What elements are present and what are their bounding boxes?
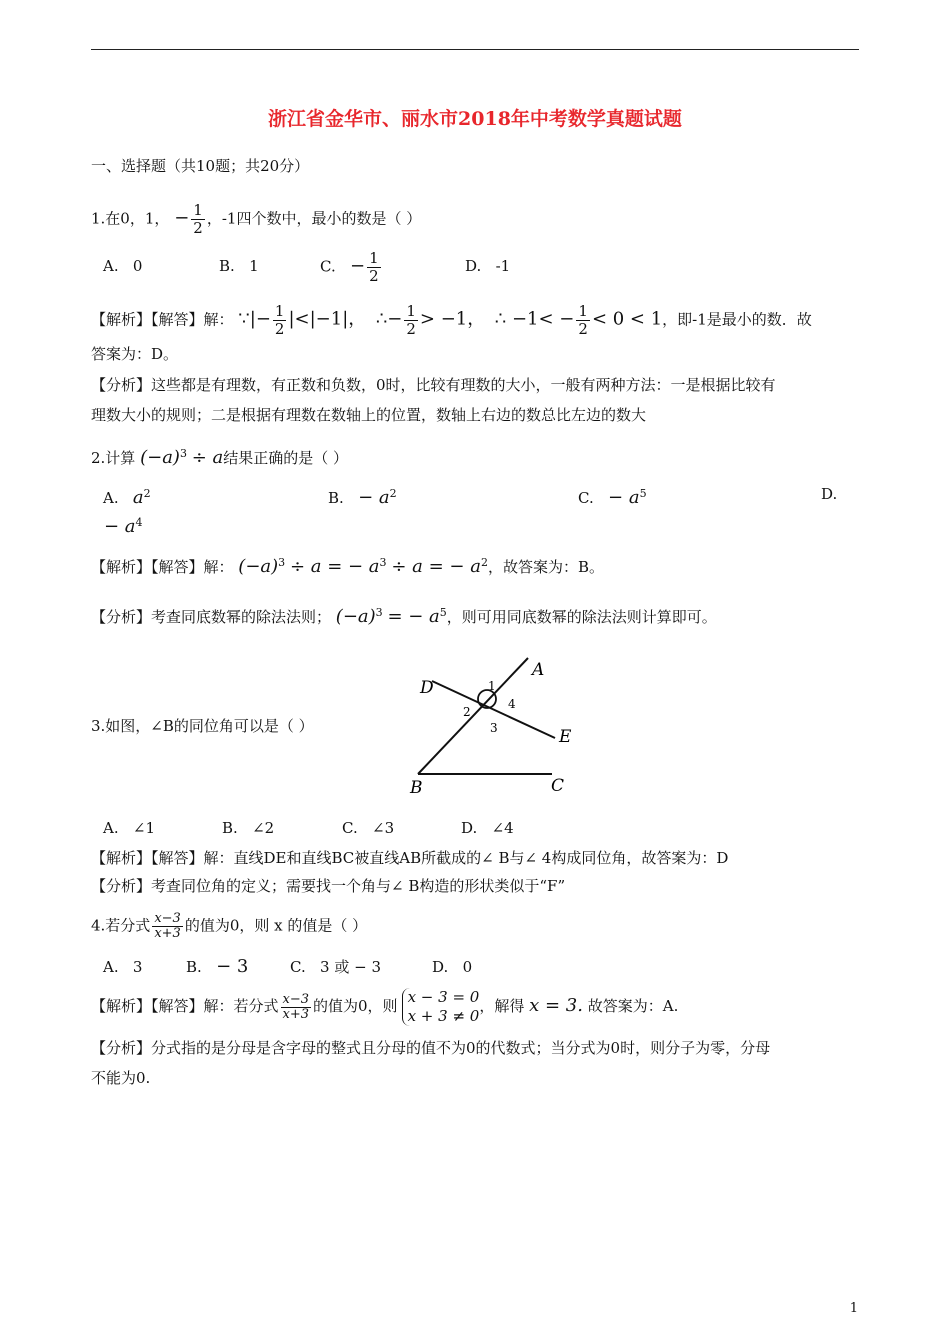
q2-solution-math2: ÷ a = − a — [289, 556, 380, 577]
q1-analysis-line1: 【分析】这些都是有理数，有正数和负数，0时，比较有理数的大小，一般有两种方法：一是根据比较有 — [91, 376, 776, 394]
q1-solution-frac-2-den: 2 — [406, 320, 416, 338]
q4-stem-frac-den: x+3 — [154, 926, 181, 941]
q4-stem-prefix: 4.若分式 — [91, 916, 151, 935]
q2-option-d-value: − a — [104, 516, 136, 537]
q4-option-b-value: − 3 — [216, 956, 249, 977]
q1-solution-frac-1-num: 1 — [274, 302, 285, 320]
q2-stem-prefix: 2.计算 — [91, 449, 136, 467]
q3-option-d-value: ∠4 — [491, 819, 514, 837]
q2-solution-exp: 3 — [278, 556, 286, 569]
q3-option-d-label: D. — [461, 819, 478, 837]
q4-solution-mid: 的值为0，则 — [313, 997, 398, 1015]
line-ab — [418, 658, 528, 774]
q2-stem-math2: ÷ a — [191, 447, 224, 468]
q1-option-c-num: 1 — [369, 249, 379, 267]
q1-solution-math-d: > −1， — [419, 308, 486, 330]
q1-stem-prefix: 1.在0，1， — [91, 209, 170, 228]
q2-option-a[interactable] — [103, 484, 151, 508]
q4-option-d[interactable] — [432, 957, 472, 977]
q4-option-d-label: D. — [432, 958, 449, 976]
q4-system-line2: x + 3 ≠ 0 — [407, 1007, 480, 1025]
q3-option-b-value: ∠2 — [252, 819, 275, 837]
q2-option-a-exp: 2 — [143, 487, 151, 500]
question-4-stem — [91, 912, 367, 941]
q3-solution: 【解析】【解答】解：直线DE和直线BC被直线AB所截成的∠ B与∠ 4构成同位角，故答案为：D — [91, 849, 729, 867]
q4-option-c-value: 3 或 − 3 — [320, 958, 381, 976]
q1-solution-frac-3 — [576, 303, 590, 338]
q2-analysis-math: (−a) — [335, 606, 376, 627]
q1-analysis-line2: 理数大小的规则；二是根据有理数在数轴上的位置，数轴上右边的数总比左边的数大 — [91, 406, 647, 424]
q1-solution-tail: ，即-1是最小的数．故 — [662, 310, 812, 329]
q1-solution-math-b: |<|−1|， — [288, 308, 367, 330]
q2-solution-math: (−a) — [238, 556, 279, 577]
q2-option-c-value: − a — [608, 487, 640, 508]
label-c: C — [551, 776, 565, 796]
label-b: B — [410, 778, 423, 798]
q1-option-d[interactable] — [465, 256, 510, 276]
q4-analysis-line1: 【分析】分式指的是分母是含字母的整式且分母的值不为0的代数式；当分式为0时，则分子为零，分母 — [91, 1039, 771, 1057]
q1-option-c-den: 2 — [369, 267, 379, 285]
q2-option-c-exp: 5 — [639, 487, 647, 500]
question-3-stem: 3.如图，∠B的同位角可以是（ ） — [91, 717, 314, 735]
q1-solution-frac-3-den: 2 — [578, 320, 588, 338]
q2-option-c[interactable] — [578, 484, 647, 508]
q1-stem-fraction — [191, 202, 205, 237]
document-title: 浙江省金华市、丽水市2018年中考数学真题试题 — [268, 108, 682, 130]
q1-option-d-label: D. — [465, 257, 482, 275]
q2-option-d-label[interactable]: D. — [821, 485, 838, 503]
q1-solution-math-a: ∵|− — [238, 308, 271, 330]
q4-option-b[interactable] — [186, 957, 248, 977]
q2-analysis-exp2: 5 — [439, 606, 447, 619]
q2-option-c-label: C. — [578, 489, 594, 507]
label-angle-3: 3 — [490, 721, 498, 735]
q4-option-d-value: 0 — [462, 958, 473, 976]
q1-option-c-fraction — [367, 250, 381, 285]
q4-solution-tag: 【解析】【解答】解：若分式 — [91, 997, 279, 1015]
q4-stem-suffix: 的值为0，则 x 的值是（ ） — [184, 916, 368, 935]
q2-solution-tail: ，故答案为：B。 — [487, 558, 604, 576]
q4-stem-fraction — [152, 912, 183, 941]
q2-solution-exp3: 2 — [480, 556, 488, 569]
q2-solution — [91, 553, 604, 577]
q2-stem-exp: 3 — [179, 447, 187, 460]
q4-solution-tail: 故答案为：A. — [587, 997, 679, 1015]
q2-stem-math: (−a) — [140, 447, 180, 468]
q2-option-b[interactable] — [328, 484, 397, 508]
q2-solution-tag: 【解析】【解答】解： — [91, 558, 234, 576]
q2-analysis — [91, 603, 717, 627]
q4-option-a-label: A. — [103, 958, 119, 976]
label-angle-4: 4 — [508, 697, 516, 711]
q2-analysis-tag: 【分析】考查同底数幂的除法法则； — [91, 608, 332, 626]
q3-option-a-label: A. — [103, 819, 119, 837]
q2-analysis-tail: ，则可用同底数幂的除法法则计算即可。 — [446, 608, 717, 626]
q2-option-a-value: a — [132, 487, 144, 508]
q4-stem-frac-num: x−3 — [154, 911, 181, 926]
q4-option-c[interactable] — [290, 957, 381, 977]
q2-option-b-exp: 2 — [389, 487, 397, 500]
q3-option-b[interactable] — [222, 818, 274, 838]
q4-solution-system — [402, 988, 480, 1026]
q2-analysis-math2: = − a — [387, 606, 440, 627]
label-a: A — [532, 660, 545, 680]
q1-solution-line2: 答案为：D。 — [91, 345, 179, 363]
q1-solution-math-f: < 0 < 1 — [591, 308, 663, 330]
label-angle-1: 1 — [488, 679, 496, 693]
q3-option-c-value: ∠3 — [372, 819, 395, 837]
q3-option-a[interactable] — [103, 818, 155, 838]
q1-option-b-value: 1 — [249, 257, 259, 275]
q1-solution-frac-2-num: 1 — [406, 302, 416, 320]
q1-solution-math-e: ∴ −1< − — [494, 308, 575, 330]
q1-solution-tag: 【解析】【解答】解： — [91, 310, 234, 329]
label-e: E — [559, 727, 572, 747]
q1-option-b-label: B. — [219, 257, 235, 275]
q4-solution — [91, 988, 678, 1026]
q4-option-b-label: B. — [186, 958, 202, 976]
q4-option-c-label: C. — [290, 958, 306, 976]
page-number: 1 — [849, 1301, 858, 1316]
q2-solution-exp2: 3 — [379, 556, 387, 569]
q3-option-a-value: ∠1 — [132, 819, 156, 837]
q4-solution-frac-den: x+3 — [282, 1006, 310, 1022]
q1-stem-den: 2 — [193, 219, 203, 237]
q1-option-a-label: A. — [103, 257, 119, 275]
q3-option-d[interactable] — [461, 818, 514, 838]
q1-stem-num: 1 — [193, 201, 203, 219]
q2-stem-suffix: 结果正确的是（ ） — [223, 449, 349, 467]
q1-option-d-value: -1 — [495, 257, 511, 275]
q1-solution-frac-1-den: 2 — [274, 320, 285, 338]
q4-solution-fraction — [281, 993, 312, 1022]
q3-option-c[interactable] — [342, 818, 394, 838]
q1-solution-frac-3-num: 1 — [578, 302, 588, 320]
q3-figure — [400, 650, 590, 800]
question-2-stem — [91, 444, 348, 468]
q2-option-a-label: A. — [103, 489, 119, 507]
q3-option-c-label: C. — [342, 819, 358, 837]
q2-analysis-exp: 3 — [375, 606, 383, 619]
label-angle-2: 2 — [463, 705, 471, 719]
q1-solution — [91, 303, 812, 338]
q2-solution-math3: ÷ a = − a — [391, 556, 481, 577]
q1-solution-frac-2 — [404, 303, 418, 338]
q1-option-a-value: 0 — [132, 257, 143, 275]
q2-option-b-label: B. — [328, 489, 344, 507]
q1-stem-neg: − — [174, 207, 190, 229]
q1-stem-suffix: ，-1四个数中，最小的数是（ ） — [206, 209, 422, 228]
q4-system-line1: x − 3 = 0 — [407, 988, 480, 1006]
question-1-stem — [91, 202, 421, 237]
q1-solution-frac-1 — [273, 303, 287, 338]
q1-option-c[interactable] — [320, 250, 383, 285]
q2-option-b-value: − a — [358, 487, 390, 508]
q1-option-c-label: C. — [320, 257, 336, 276]
q1-option-c-value: − — [350, 255, 366, 277]
q4-option-a-value: 3 — [132, 958, 143, 976]
section-heading: 一、选择题（共10题；共20分） — [91, 157, 310, 175]
q4-solution-mid2: ，解得 — [479, 997, 525, 1015]
q1-option-b[interactable] — [219, 256, 259, 276]
q1-solution-math-c: ∴− — [375, 308, 403, 330]
q2-option-d[interactable] — [104, 513, 143, 537]
q4-analysis-line2: 不能为0. — [91, 1069, 151, 1087]
q4-solution-frac-num: x−3 — [282, 991, 310, 1007]
label-d: D — [420, 678, 434, 698]
q4-solution-math: x = 3. — [529, 995, 583, 1016]
q4-option-a[interactable] — [103, 957, 142, 977]
header-rule — [91, 49, 859, 50]
q1-option-a[interactable] — [103, 256, 142, 276]
q3-analysis: 【分析】考查同位角的定义；需要找一个角与∠ B构造的形状类似于“F” — [91, 877, 566, 895]
q2-option-d-exp: 4 — [135, 516, 143, 529]
q3-option-b-label: B. — [222, 819, 238, 837]
